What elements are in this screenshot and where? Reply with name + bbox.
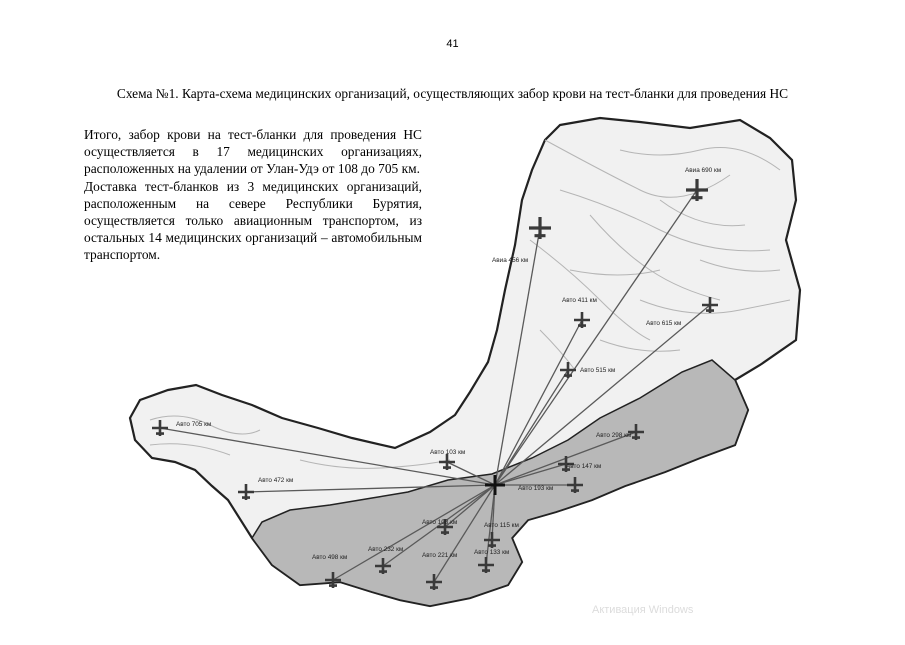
route-label: Авто 108 км	[422, 519, 458, 526]
paragraph-1-text: Итого, забор крови на тест-бланки для проведения НС осуществляется в 17 медицинских организациях, расположенных на удалении от	[84, 127, 422, 177]
route-label: Авто 115 км	[484, 522, 519, 529]
route-label: Авто 472 км	[258, 477, 294, 484]
route-label: Авто 221 км	[422, 552, 458, 559]
route-label: Авто 232 км	[368, 546, 404, 553]
windows-activation-watermark: Активация Windows	[592, 604, 694, 616]
route-label: Авиа 690 км	[685, 167, 722, 174]
route-label: Авто 103 км	[430, 449, 466, 456]
route-label: Авто 411 км	[562, 297, 597, 304]
route-label: Авто 193 км	[518, 485, 554, 492]
route-label: Авто 515 км	[580, 367, 616, 374]
paragraph-1-end: Улан-Удэ от 108 до 705 км.	[266, 161, 420, 177]
route-label: Авто 705 км	[176, 421, 212, 428]
route-label: Авто 133 км	[474, 549, 510, 556]
route-label: Авто 298 км	[596, 432, 632, 439]
page-number: 41	[446, 38, 459, 50]
paragraph-2-end: организаций – автомобильным транспортом.	[84, 230, 422, 263]
route-label: Авто 498 км	[312, 554, 348, 561]
route-label: Авиа 456 км	[492, 257, 529, 264]
paragraph-2-text: Доставка тест-бланков из 3 медицинских организаций, расположенным на севере Республики Бурятия, осуществляется только авиационным транспортом, из остальных 14 медицинских	[84, 178, 422, 246]
scheme-caption: Схема №1. Карта-схема медицинских организаций, осуществляющих забор крови на тест-бланки для проведения НС	[116, 86, 789, 101]
route-label: Авто 147 км	[566, 463, 602, 470]
route-label: Авто 615 км	[646, 320, 682, 327]
